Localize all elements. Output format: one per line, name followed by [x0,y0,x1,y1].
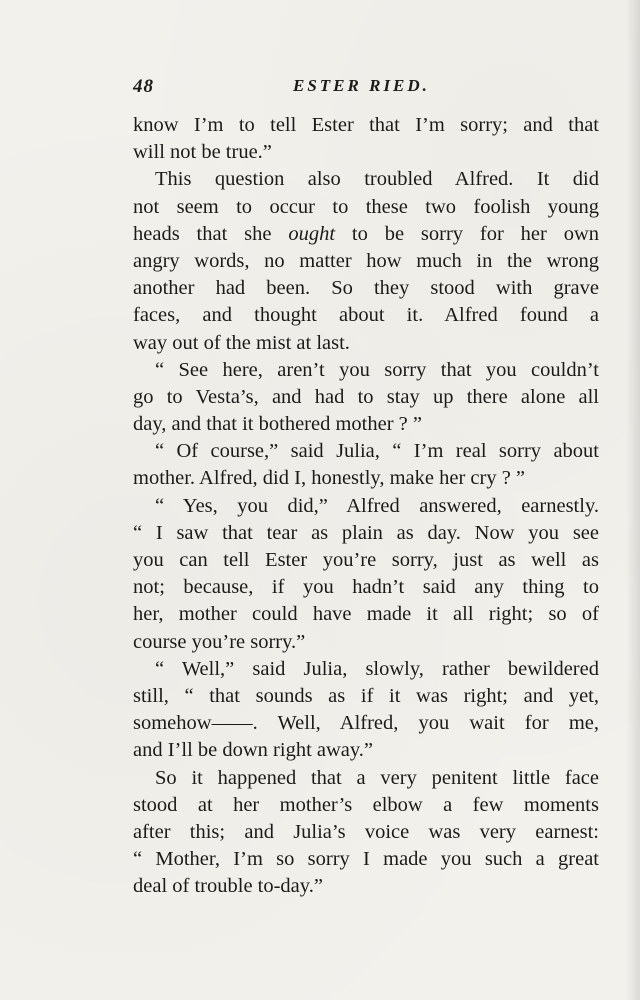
text-line: after this; and Julia’s voice was very earnest: [133,820,599,843]
page-edge-shadow [626,0,640,1000]
text-line: go to Vesta’s, and had to stay up there alone all [133,385,599,408]
text-line: So it happened that a very penitent little face [155,766,599,789]
text-line: know I’m to tell Ester that I’m sorry; and that [133,114,599,136]
emphasized-word: ought [288,222,336,245]
text-line: “ Mother, I’m so sorry I made you such a great [133,848,599,871]
text-line: faces, and thought about it. Alfred found a [133,304,599,327]
text-line: mother. Alfred, did I, honestly, make her cry ? ” [133,467,526,490]
text-line: not; because, if you hadn’t said any thing to [133,576,599,599]
running-head: ESTER RIED. [293,76,430,95]
text-line: still, “ that sounds as if it was right; and yet, [133,684,599,707]
text-line: course you’re sorry.” [133,630,306,653]
text-line: “ See here, aren’t you sorry that you couldn’t [155,358,599,381]
text-line: “ I saw that tear as plain as day. Now you see [133,521,599,544]
text-line: somehow——. Well, Alfred, you wait for me, [133,712,599,735]
text-line: angry words, no matter how much in the wrong [133,249,599,272]
text-line: heads that she ought to be sorry for her own [133,222,599,245]
text-line: day, and that it bothered mother ? ” [133,413,422,436]
page-number: 48 [133,76,154,97]
text-line: and I’ll be down right away.” [133,739,374,762]
text-line: way out of the mist at last. [133,331,350,354]
text-line: will not be true.” [133,141,272,164]
text-line: This question also troubled Alfred. It did [155,168,599,191]
text-line: stood at her mother’s elbow a few moments [133,793,599,816]
text-line: deal of trouble to-day.” [133,875,323,898]
text-line: “ Well,” said Julia, slowly, rather bewildered [155,657,599,680]
text-line: another had been. So they stood with grave [133,277,599,300]
text-line: her, mother could have made it all right; so of [133,603,599,626]
text-line: “ Of course,” said Julia, “ I’m real sorry about [155,440,599,463]
text-line: not seem to occur to these two foolish young [133,195,599,218]
body-text [133,112,599,900]
text-line: “ Yes, you did,” Alfred answered, earnestly. [155,494,599,517]
page-header [133,76,599,104]
text-line: you can tell Ester you’re sorry, just as well as [133,549,599,571]
